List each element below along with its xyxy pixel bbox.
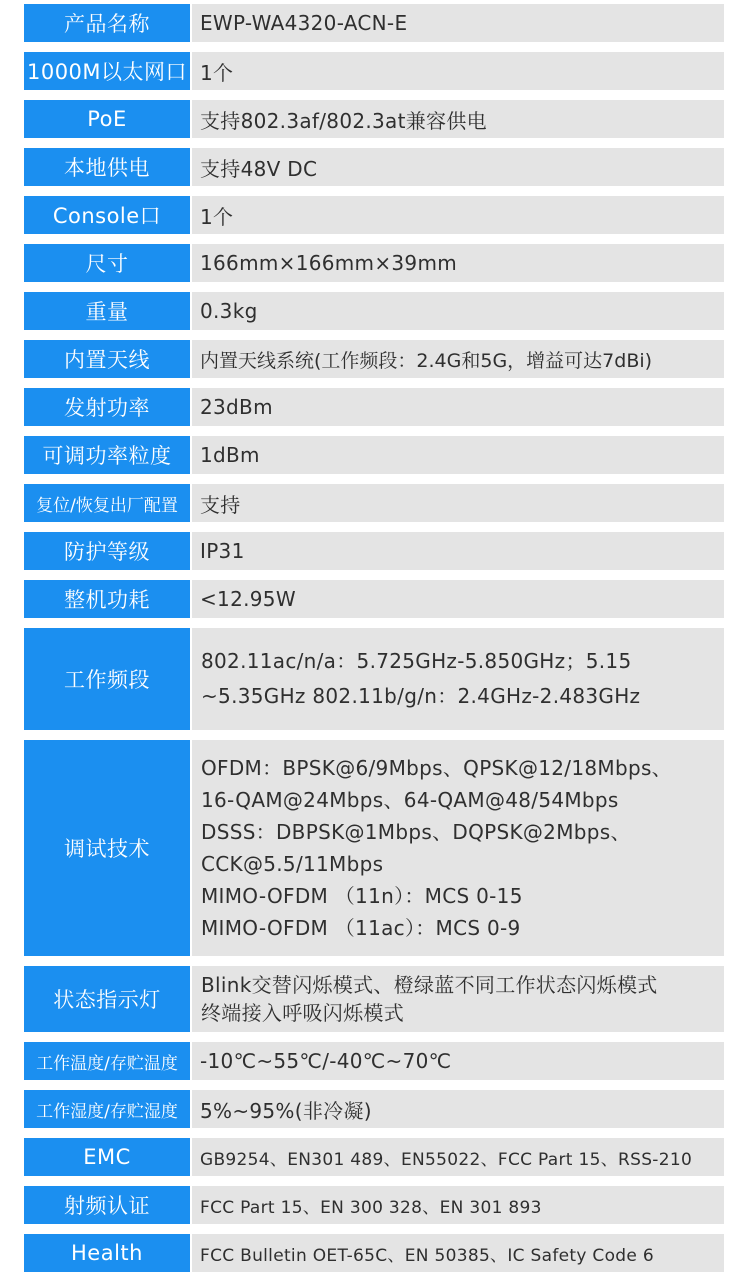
spec-label: Console口 <box>24 196 190 234</box>
spec-value: <12.95W <box>192 580 724 618</box>
spec-label: 调试技术 <box>24 740 190 956</box>
spec-row-frequency-band <box>24 628 724 730</box>
spec-row-humidity <box>24 1090 724 1128</box>
spec-row-protection-rating <box>24 532 724 570</box>
spec-value: GB9254、EN301 489、EN55022、FCC Part 15、RSS-210 <box>192 1138 724 1176</box>
spec-label: 复位/恢复出厂配置 <box>24 484 190 522</box>
spec-value: FCC Part 15、EN 300 328、EN 301 893 <box>192 1186 724 1224</box>
spec-row-ethernet-port <box>24 52 724 90</box>
spec-label: 本地供电 <box>24 148 190 186</box>
spec-value-line: OFDM：BPSK@6/9Mbps、QPSK@12/18Mbps、 <box>201 756 672 780</box>
spec-row-status-led <box>24 966 724 1032</box>
spec-label: 射频认证 <box>24 1186 190 1224</box>
spec-row-factory-reset <box>24 484 724 522</box>
spec-label: 工作湿度/存贮湿度 <box>24 1090 190 1128</box>
spec-row-poe <box>24 100 724 138</box>
spec-value-line: DSSS：DBPSK@1Mbps、DQPSK@2Mbps、 <box>201 820 631 844</box>
spec-row-weight <box>24 292 724 330</box>
spec-row-product-name <box>24 4 724 42</box>
spec-label: 工作频段 <box>24 628 190 730</box>
spec-row-health <box>24 1234 724 1272</box>
spec-value-line: MIMO-OFDM （11ac）：MCS 0-9 <box>201 916 521 940</box>
spec-label: 整机功耗 <box>24 580 190 618</box>
spec-value: FCC Bulletin OET-65C、EN 50385、IC Safety Code 6 <box>192 1234 724 1272</box>
spec-label: 重量 <box>24 292 190 330</box>
spec-value: -10℃~55℃/-40℃~70℃ <box>192 1042 724 1080</box>
spec-value-line: 802.11ac/n/a：5.725GHz-5.850GHz；5.15 <box>201 649 632 673</box>
spec-value: 支持 <box>192 484 724 522</box>
spec-label: EMC <box>24 1138 190 1176</box>
spec-label: 可调功率粒度 <box>24 436 190 474</box>
spec-row-modulation <box>24 740 724 956</box>
spec-value-line: CCK@5.5/11Mbps <box>201 852 384 876</box>
spec-label: 1000M以太网口 <box>24 52 190 90</box>
spec-row-console-port <box>24 196 724 234</box>
spec-value: 166mm×166mm×39mm <box>192 244 724 282</box>
spec-value-line: MIMO-OFDM （11n）：MCS 0-15 <box>201 884 523 908</box>
spec-value: IP31 <box>192 532 724 570</box>
spec-value: 1dBm <box>192 436 724 474</box>
spec-row-power-step <box>24 436 724 474</box>
spec-value: 0.3kg <box>192 292 724 330</box>
spec-value-line: ~5.35GHz 802.11b/g/n：2.4GHz-2.483GHz <box>201 684 641 708</box>
spec-value: EWP-WA4320-ACN-E <box>192 4 724 42</box>
spec-label: Health <box>24 1234 190 1272</box>
spec-value: 支持48V DC <box>192 148 724 186</box>
spec-label: 尺寸 <box>24 244 190 282</box>
spec-row-emc <box>24 1138 724 1176</box>
spec-row-temperature <box>24 1042 724 1080</box>
spec-label: PoE <box>24 100 190 138</box>
spec-label: 内置天线 <box>24 340 190 378</box>
spec-value: 支持802.3af/802.3at兼容供电 <box>192 100 724 138</box>
spec-value: 23dBm <box>192 388 724 426</box>
spec-value: 1个 <box>192 196 724 234</box>
spec-value <box>192 628 724 730</box>
spec-label: 状态指示灯 <box>24 966 190 1032</box>
spec-value <box>192 966 724 1032</box>
spec-label: 产品名称 <box>24 4 190 42</box>
spec-row-rf-certification <box>24 1186 724 1224</box>
spec-label: 发射功率 <box>24 388 190 426</box>
spec-row-tx-power <box>24 388 724 426</box>
spec-value-line: 终端接入呼吸闪烁模式 <box>201 1001 404 1025</box>
spec-value: 1个 <box>192 52 724 90</box>
spec-value-line: Blink交替闪烁模式、橙绿蓝不同工作状态闪烁模式 <box>201 973 658 997</box>
spec-value: 内置天线系统(工作频段：2.4G和5G，增益可达7dBi) <box>192 340 724 378</box>
spec-value-line: 16-QAM@24Mbps、64-QAM@48/54Mbps <box>201 788 619 812</box>
spec-value: 5%~95%(非冷凝) <box>192 1090 724 1128</box>
spec-row-power-consumption <box>24 580 724 618</box>
spec-value <box>192 740 724 956</box>
spec-row-antenna <box>24 340 724 378</box>
spec-row-dimensions <box>24 244 724 282</box>
spec-label: 工作温度/存贮温度 <box>24 1042 190 1080</box>
spec-row-local-power <box>24 148 724 186</box>
spec-label: 防护等级 <box>24 532 190 570</box>
